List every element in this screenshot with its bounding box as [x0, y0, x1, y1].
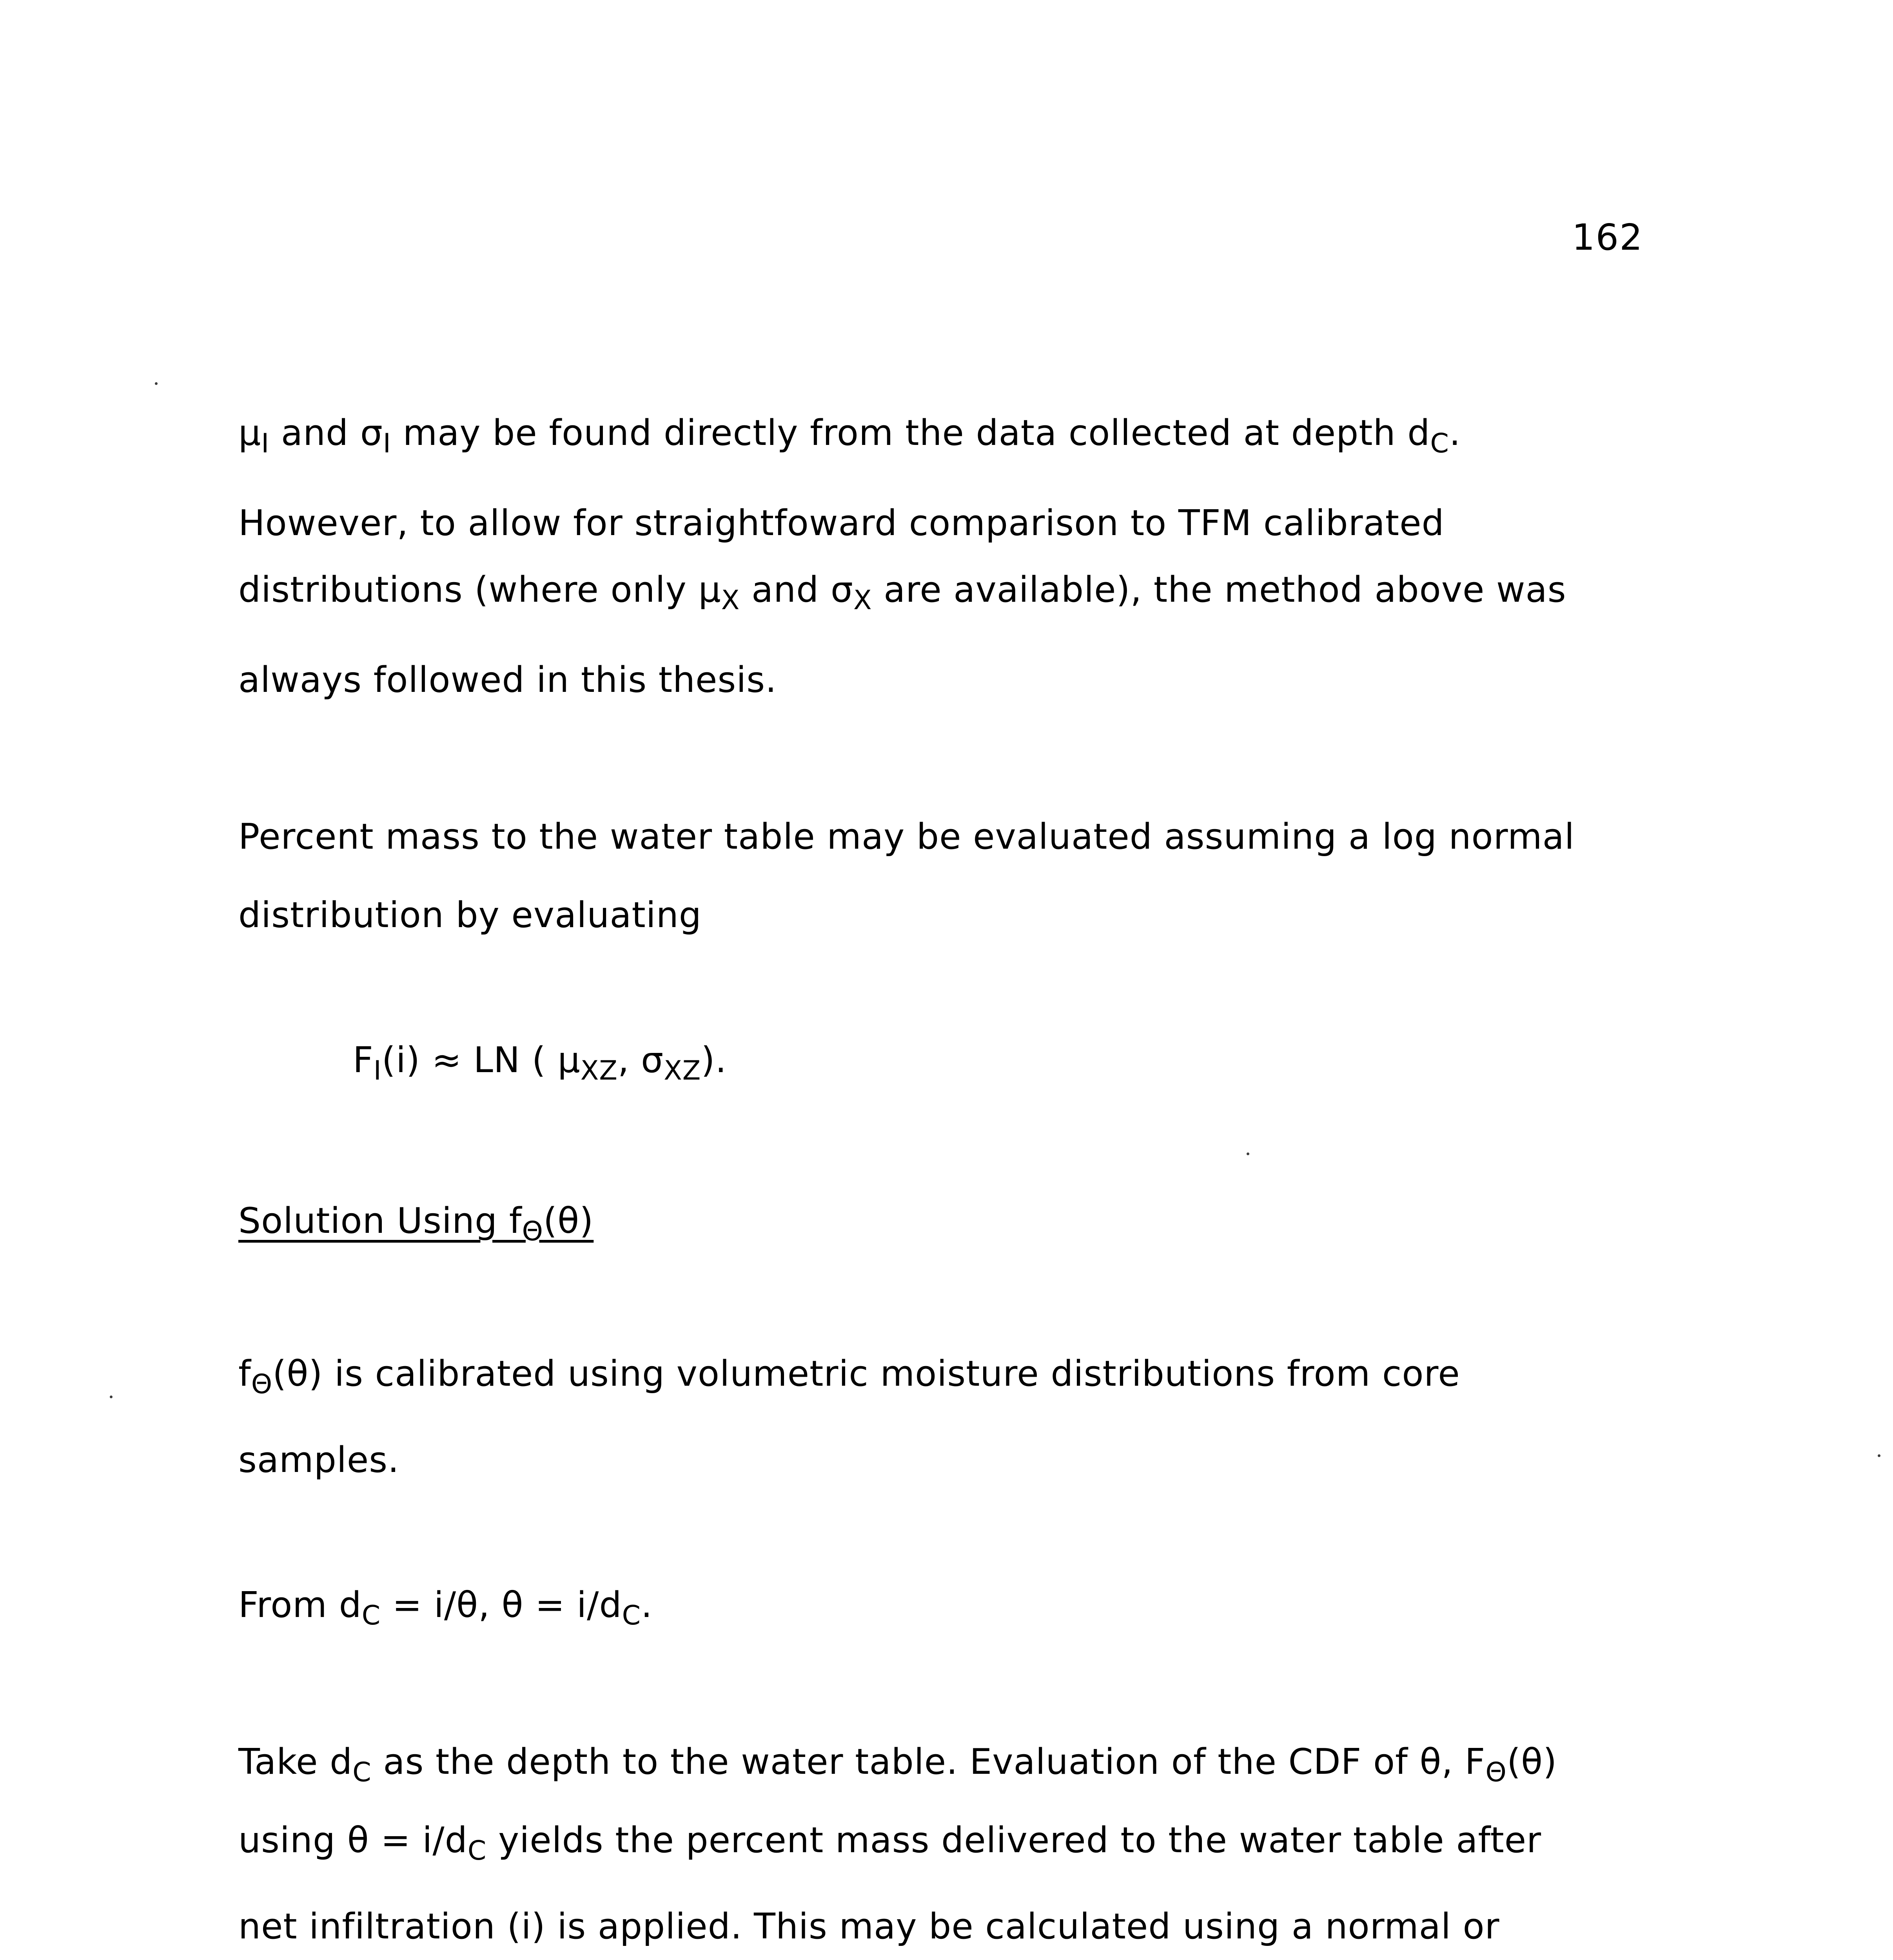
para5-line1: [238, 1741, 1689, 1788]
para1-line1: [238, 412, 1689, 459]
scan-speck: [1247, 1152, 1249, 1155]
para3-subscript: Θ: [251, 1369, 273, 1400]
para2-line1: Percent mass to the water table may be evaluated assuming a log normal: [238, 816, 1575, 857]
para1-subscript: I: [383, 428, 391, 459]
equation-text: , σ: [617, 1040, 664, 1081]
para1-text: and σ: [269, 412, 383, 454]
equation-text: ).: [701, 1040, 727, 1081]
para4-text: From d: [238, 1584, 362, 1626]
para5-subscript: C: [352, 1757, 372, 1788]
heading-subscript: Θ: [522, 1216, 544, 1247]
para3-text: f: [238, 1353, 251, 1394]
scan-speck: [110, 1396, 113, 1398]
para5-text: Take d: [238, 1741, 353, 1782]
para3-line2: samples.: [238, 1439, 399, 1481]
para5-text: (θ): [1506, 1741, 1557, 1782]
para1-text: .: [1449, 412, 1461, 454]
para1-line4: always followed in this thesis.: [238, 659, 777, 701]
para1-text: μ: [238, 412, 261, 454]
heading-text: (θ): [543, 1200, 594, 1241]
equation-text: F: [353, 1040, 374, 1081]
para1-subscript: C: [1430, 428, 1449, 459]
para5-text: yields the percent mass delivered to the water table after: [486, 1820, 1542, 1861]
equation-text: (i) ≈ LN ( μ: [381, 1040, 581, 1081]
section-heading: [238, 1200, 1689, 1247]
para1-text: may be found directly from the data collected at depth d: [391, 412, 1430, 454]
para5-line2: [238, 1820, 1689, 1867]
para5-text: using θ = i/d: [238, 1820, 468, 1861]
para5-subscript: C: [467, 1835, 487, 1867]
para1-text: and σ: [740, 569, 853, 610]
para4-subscript: C: [622, 1600, 641, 1632]
scan-speck: [155, 382, 158, 385]
equation-subscript: XZ: [664, 1055, 701, 1087]
equation: [353, 1040, 1803, 1087]
para1-subscript: X: [853, 585, 872, 616]
page-number: 162: [1572, 216, 1643, 258]
para1-text: are available), the method above was: [872, 569, 1566, 610]
equation-subscript: I: [373, 1055, 382, 1087]
para1-subscript: I: [261, 428, 270, 459]
para3-line1: [238, 1353, 1689, 1400]
para5-line3: net infiltration (i) is applied. This may be calculated using a normal or: [238, 1906, 1500, 1947]
heading-text: Solution Using f: [238, 1200, 522, 1241]
para4-line: [238, 1584, 1689, 1632]
para4-subscript: C: [361, 1600, 381, 1632]
para4-text: = i/θ, θ = i/d: [381, 1584, 622, 1626]
para2-line2: distribution by evaluating: [238, 895, 702, 936]
para1-line2: However, to allow for straightfoward comparison to TFM calibrated: [238, 503, 1445, 544]
para1-line3: [238, 569, 1689, 616]
equation-subscript: XZ: [580, 1055, 618, 1087]
scan-speck: [1878, 1454, 1880, 1457]
para1-text: distributions (where only μ: [238, 569, 721, 610]
para5-text: as the depth to the water table. Evaluation of the CDF of θ, F: [371, 1741, 1486, 1782]
para1-subscript: X: [721, 585, 740, 616]
para3-text: (θ) is calibrated using volumetric moisture distributions from core: [272, 1353, 1460, 1394]
para4-text: .: [641, 1584, 653, 1626]
para5-subscript: Θ: [1485, 1757, 1507, 1788]
